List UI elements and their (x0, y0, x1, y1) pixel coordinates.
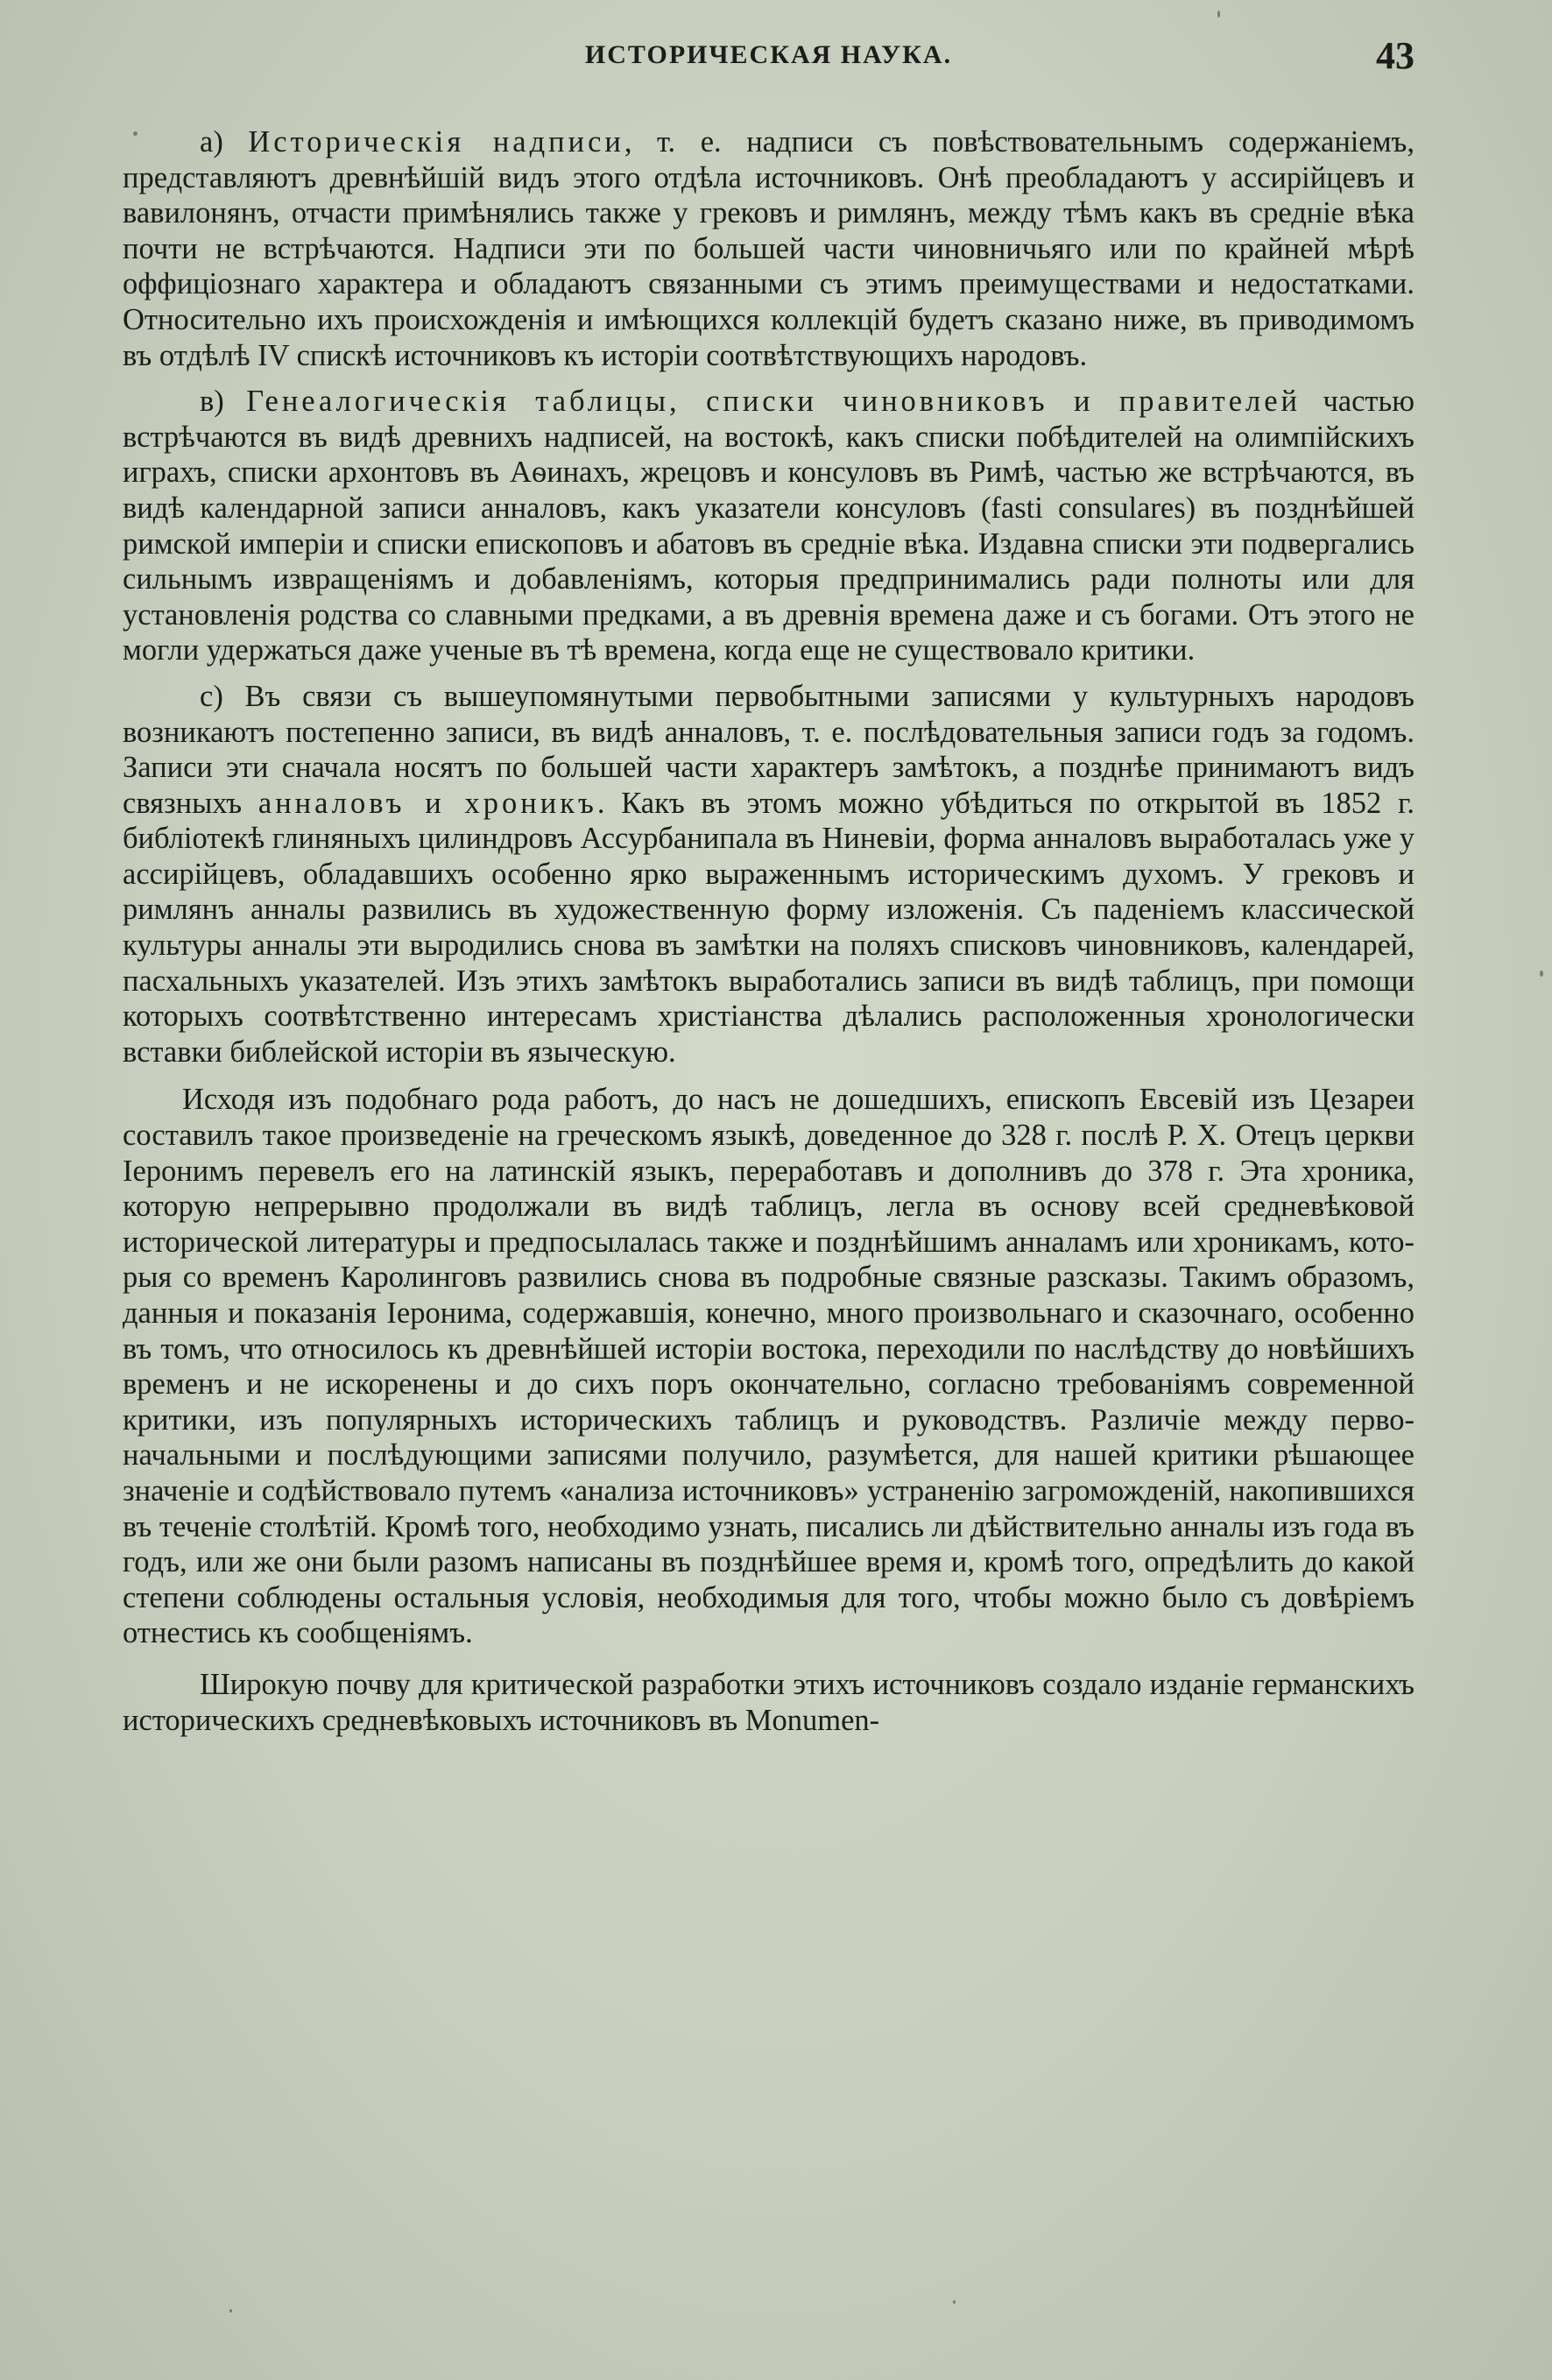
page-number: 43 (1376, 34, 1414, 77)
paragraph-c-label: с) (200, 679, 245, 713)
paragraph-c-text-2: . Какъ въ этомъ можно убѣдиться по открытой въ 1852 г. библіотекѣ глиняныхъ цилиндровъ Ассурбанипала въ Ниневіи, форма анналовъ выработалась уже у ассирійцевъ, обладавшихъ особенно ярко выраженнымъ историческимъ духомъ. У грековъ и римлянъ анналы развились въ художественную форму изложенія. Съ паденіемъ классической культуры анналы эти выродились снова въ замѣтки на поляхъ списковъ чиновниковъ, календарей, пасхальныхъ указателей. Изъ этихъ замѣтокъ выработались записи въ видѣ таблицъ, при помощи которыхъ соотвѣтственно интересамъ христіанства дѣлались расположенныя хронологически вставки библейской исторіи въ языческую. (123, 786, 1414, 1069)
body-text (123, 124, 1414, 1748)
paragraph-eusebius: Исходя изъ подобнаго рода работъ, до насъ не дошедшихъ, епископъ Евсевій изъ Цезареи составилъ такое произведеніе на греческомъ языкѣ, доведенное до 328 г. послѣ Р. Х. Отецъ церкви Іеронимъ перевелъ его на латинскій языкъ, переработавъ и дополнивъ до 378 г. Эта хроника, которую непрерывно продолжали въ видѣ таблицъ, легла въ основу всей средневѣковой исторической литературы и предпосылалась также и позднѣйшимъ анналамъ или хроникамъ, которыя со временъ Каролинговъ развились снова въ подробные связные разсказы. Такимъ образомъ, данныя и показанія Іеронима, содержавшія, конечно, много произвольнаго и сказочнаго, особенно въ томъ, что относилось къ древнѣйшей исторіи востока, переходили по наслѣдству до новѣйшихъ временъ и не искоренены и до сихъ поръ окончательно, согласно требованіямъ современной критики, изъ популярныхъ историческихъ таблицъ и руководствъ. Различіе между первоначальными и послѣдующими записями получило, разумѣется, для нашей критики рѣшающее значеніе и содѣйствовало путемъ «анализа источниковъ» устраненію загроможденій, накопившихся въ теченіе столѣтій. Кромѣ того, необходимо узнать, писались ли дѣйствительно анналы изъ года въ годъ, или же они были разомъ написаны въ позднѣйшее время и, кромѣ того, опредѣлить до какой степени соблюдены остальныя условія, необходимыя для того, чтобы можно было съ довѣріемъ отнестись къ сообщеніямъ. (123, 1083, 1414, 1650)
paper-speck (133, 131, 138, 136)
paragraph-a-text: , т. е. надписи съ повѣствовательнымъ содержаніемъ, представляютъ древнѣйшій видъ этого отдѣла источниковъ. Онѣ преобладаютъ у ассирійцевъ и вавилонянъ, отчасти примѣнялись также у грековъ и римлянъ, между тѣмъ какъ въ средніе вѣка почти не встрѣчаются. Надписи эти по большей части чиновничьяго или по крайней мѣрѣ оффиціознаго характера и обладаютъ связанными съ этимъ преимуществами и недостатками. Относительно ихъ происхожденія и имѣющихся коллекцій будетъ сказано ниже, въ приводимомъ въ отдѣлѣ IV спискѣ источниковъ къ исторіи соотвѣтствующихъ народовъ. (123, 125, 1414, 372)
paragraph-a (123, 124, 1414, 373)
paragraph-b-term: Генеалогическія таблицы, списки чиновниковъ и правителей (246, 385, 1302, 419)
paragraph-b-text: частью встрѣчаются въ видѣ древнихъ надписей, на востокѣ, какъ списки побѣдителей на олимпійскихъ играхъ, списки архонтовъ въ Аѳинахъ, жрецовъ и консуловъ въ Римѣ, частью же встрѣчаются, въ видѣ календарной записи анналовъ, какъ указатели консуловъ (fasti consulares) въ позднѣйшей римской имперіи и списки епископовъ и абатовъ въ средніе вѣка. Издавна списки эти подвергались сильнымъ извращеніямъ и добавленіямъ, которыя предпринимались ради полноты или для установленія родства со славными предками, а въ древнія времена даже и съ богами. Отъ этого не могли удержаться даже ученые въ тѣ времена, когда еще не существовало критики. (123, 385, 1414, 667)
paragraph-a-term: Историческія надписи (248, 125, 624, 159)
running-title: ИСТОРИЧЕСКАЯ НАУКА. (584, 40, 953, 69)
paragraph-monumenta: Широкую почву для критической разработки этихъ источниковъ создало изданіе германскихъ историческихъ средневѣковыхъ источниковъ въ Monumen- (123, 1667, 1414, 1737)
paragraph-c-text-1: Въ связи съ вышеупомянутыми первобытными записями у культурныхъ народовъ возникаютъ постепенно записи, въ видѣ анналовъ, т. е. послѣдовательныя записи годъ за годомъ. Записи эти сначала носятъ по большей части характеръ замѣтокъ, а позднѣе принимаютъ видъ связныхъ (123, 679, 1414, 820)
paragraph-b-label: в) (200, 385, 247, 419)
paper-speck (229, 2309, 232, 2313)
paragraph-b (123, 384, 1414, 668)
paper-speck (1540, 971, 1543, 977)
paragraph-a-label: а) (200, 125, 249, 159)
paper-speck (953, 2300, 956, 2304)
paragraph-c-term: анналовъ и хроникъ (257, 786, 597, 820)
page-header (123, 34, 1414, 93)
paragraph-c (123, 679, 1414, 1070)
paper-speck (1217, 11, 1220, 18)
